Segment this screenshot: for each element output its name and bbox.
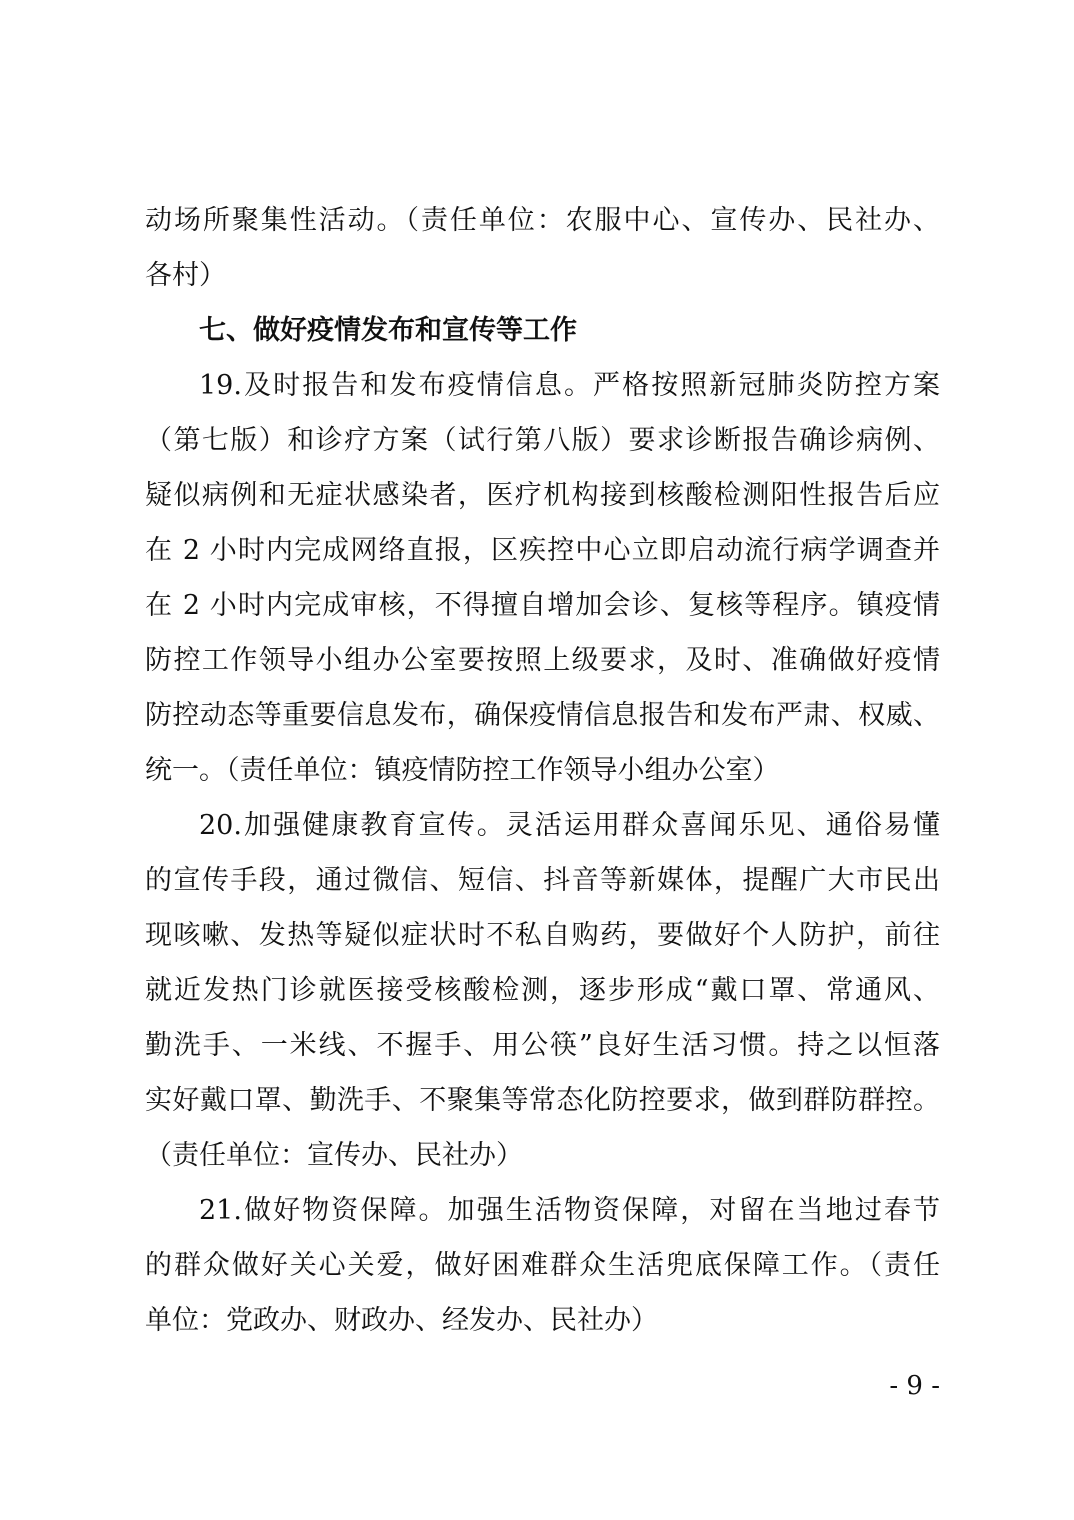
text-line: 动场所聚集性活动。（责任单位：农服中心、宣传办、民社办、	[145, 205, 940, 236]
text-line: 的群众做好关心关爱，做好困难群众生活兜底保障工作。（责任	[145, 1250, 940, 1281]
text-line: 防控工作领导小组办公室要按照上级要求，及时、准确做好疫情	[145, 645, 940, 676]
text-line: 在 2 小时内完成审核，不得擅自增加会诊、复核等程序。镇疫情	[145, 590, 940, 621]
text-line: 就近发热门诊就医接受核酸检测，逐步形成“戴口罩、常通风、	[145, 975, 940, 1006]
item-title-line: 21.做好物资保障。加强生活物资保障，对留在当地过春节	[199, 1195, 940, 1226]
text-line: 的宣传手段，通过微信、短信、抖音等新媒体，提醒广大市民出	[145, 865, 940, 896]
item-title-line: 19.及时报告和发布疫情信息。严格按照新冠肺炎防控方案	[199, 370, 940, 401]
text-line: 实好戴口罩、勤洗手、不聚集等常态化防控要求，做到群防群控。	[145, 1085, 940, 1116]
text-line: 统一。（责任单位：镇疫情防控工作领导小组办公室）	[145, 755, 780, 786]
item-title-line: 20.加强健康教育宣传。灵活运用群众喜闻乐见、通俗易懂	[199, 810, 940, 841]
text-line: 在 2 小时内完成网络直报，区疾控中心立即启动流行病学调查并	[145, 535, 940, 566]
page-number: - 9 -	[889, 1371, 940, 1401]
section-heading: 七、做好疫情发布和宣传等工作	[199, 315, 577, 346]
text-line: 疑似病例和无症状感染者，医疗机构接到核酸检测阳性报告后应	[145, 480, 940, 511]
text-line: 各村）	[145, 260, 226, 291]
text-line: （责任单位：宣传办、民社办）	[145, 1140, 523, 1171]
text-line: 防控动态等重要信息发布，确保疫情信息报告和发布严肃、权威、	[145, 700, 940, 731]
text-line: 现咳嗽、发热等疑似症状时不私自购药，要做好个人防护，前往	[145, 920, 940, 951]
text-line: 单位：党政办、财政办、经发办、民社办）	[145, 1305, 658, 1336]
text-line: 勤洗手、一米线、不握手、用公筷”良好生活习惯。持之以恒落	[145, 1030, 940, 1061]
text-line: （第七版）和诊疗方案（试行第八版）要求诊断报告确诊病例、	[145, 425, 940, 456]
